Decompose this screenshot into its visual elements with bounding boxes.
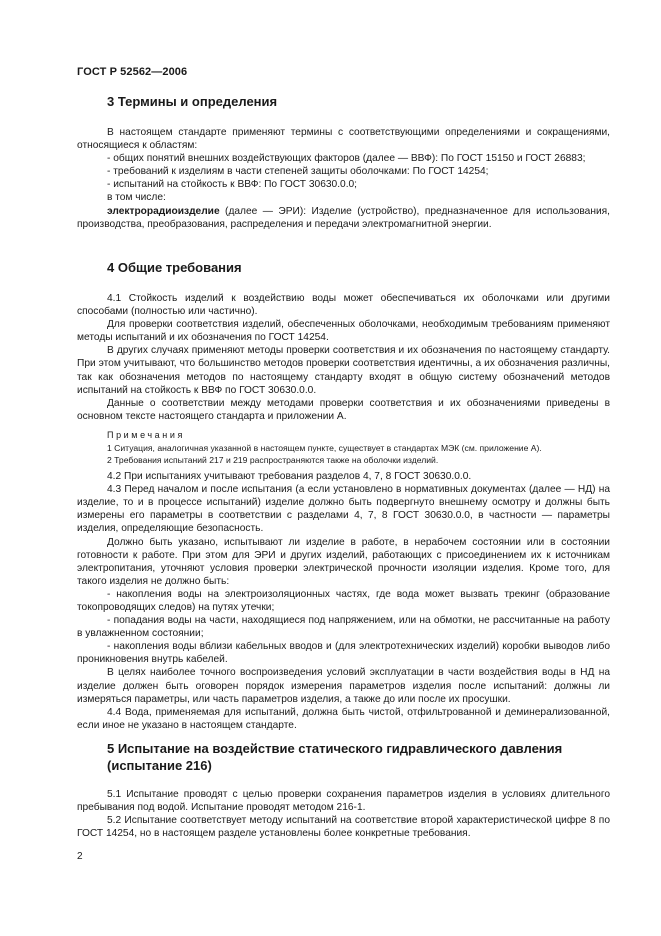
note-item: 2 Требования испытаний 217 и 219 распространяются также на оболочки изделий. — [107, 455, 439, 466]
section-5-body — [77, 788, 610, 840]
paragraph: Данные о соответствии между методами проверки соответствия и их обозначениями приведены в основном тексте настоящего стандарта и приложении А. — [77, 397, 610, 422]
paragraph: Для проверки соответствия изделий, обеспеченных оболочками, необходимым требованиям применяют методы испытаний и их обозначения по ГОСТ 14254. — [77, 319, 610, 344]
paragraph: 4.4 Вода, применяемая для испытаний, должна быть чистой, отфильтрованной и деминерализованной, если иное не указано в настоящем стандарте. — [77, 706, 610, 731]
section-3-title: 3 Термины и определения — [107, 94, 278, 109]
section-4-body — [77, 292, 610, 732]
paragraph: Должно быть указано, испытывают ли изделие в работе, в нерабочем состоянии или в состоянии готовности к работе. При этом для ЭРИ и других изделий, работающих с присоединением их к источникам электропитания, уточняют условия проверки электрической прочности изоляции изделия. Кроме того, для такого изделия не должно быть: — [77, 536, 610, 587]
paragraph: 4.3 Перед началом и после испытания (а если установлено в нормативных документах (далее — НД) на изделие, то и в процессе испытаний) изделие должно быть подвергнуто внешнему осмотру и должны быть измерены его параметры в соответствии с разделами 4, 7, 8 ГОСТ 30630.0.0, в частности — параметры изделия, определяющие безопасность. — [77, 484, 610, 535]
paragraph: В целях наиболее точного воспроизведения условий эксплуатации в части воздействия воды в НД на изделие должен быть оговорен порядок измерения параметров изделия после испытаний: должны ли измеряться параметры, или часть параметров изделия, а также до или после их просушки. — [77, 667, 610, 705]
definition: (далее — ЭРИ): Изделие (устройство), предназначенное для использования, производства, преобразования, распределения и передачи электромагнитной энергии. — [77, 205, 610, 230]
page-number: 2 — [77, 851, 83, 862]
list-item: - общих понятий внешних воздействующих факторов (далее — ВВФ): По ГОСТ 15150 и ГОСТ 26883; — [107, 153, 586, 165]
term: электрорадиоизделие — [107, 205, 220, 217]
paragraph: 5.1 Испытание проводят с целью проверки сохранения параметров изделия в условиях длительного пребывания под водой. Испытание проводят методом 216-1. — [77, 789, 610, 814]
paragraph: В настоящем стандарте применяют термины с соответствующими определениями и сокращениями, относящиеся к областям: — [77, 127, 610, 152]
list-item: - накопления воды на электроизоляционных частях, где вода может вызвать трекинг (образование токопроводящих следов) на путях утечки; — [77, 588, 610, 613]
paragraph: в том числе: — [107, 192, 166, 204]
notes-heading: Примечания — [107, 429, 185, 440]
section-5-title: 5 Испытание на воздействие статического гидравлического давления (испытание 216) — [107, 741, 563, 773]
paragraph: 5.2 Испытание соответствует методу испытаний на соответствие второй характеристической цифре 8 по ГОСТ 14254, но в настоящем разделе установлены более конкретные требования. — [77, 815, 610, 840]
term-definition — [77, 205, 610, 231]
section-3-body — [77, 126, 610, 231]
note-item: 1 Ситуация, аналогичная указанной в настоящем пункте, существует в стандартах МЭК (см. приложение А). — [107, 443, 542, 454]
paragraph: В других случаях применяют методы проверки соответствия и их обозначения по настоящему стандарту. При этом учитывают, что большинство методов проверки соответствия идентичны, а их обозначения различны, так как обозначения методов по настоящему стандарту входят в общую систему обозначений методов испытаний на стойкость к ВВФ по ГОСТ 30630.0.0. — [77, 345, 610, 396]
paragraph: 4.2 При испытаниях учитывают требования разделов 4, 7, 8 ГОСТ 30630.0.0. — [107, 471, 472, 483]
document-header: ГОСТ Р 52562—2006 — [77, 66, 188, 78]
list-item: - накопления воды вблизи кабельных вводов и (для электротехнических изделий) коробки выводов либо проникновения внутрь кабелей. — [77, 641, 610, 666]
list-item: - испытаний на стойкость к ВВФ: По ГОСТ 30630.0.0; — [107, 179, 358, 191]
section-4-title: 4 Общие требования — [107, 260, 242, 275]
list-item: - попадания воды на части, находящиеся под напряжением, или на обмотки, не рассчитанные на работу в увлажненном состоянии; — [77, 615, 610, 640]
paragraph: 4.1 Стойкость изделий к воздействию воды может обеспечиваться их оболочками или другими способами (полностью или частично). — [77, 293, 610, 318]
list-item: - требований к изделиям в части степеней защиты оболочками: По ГОСТ 14254; — [107, 166, 489, 178]
